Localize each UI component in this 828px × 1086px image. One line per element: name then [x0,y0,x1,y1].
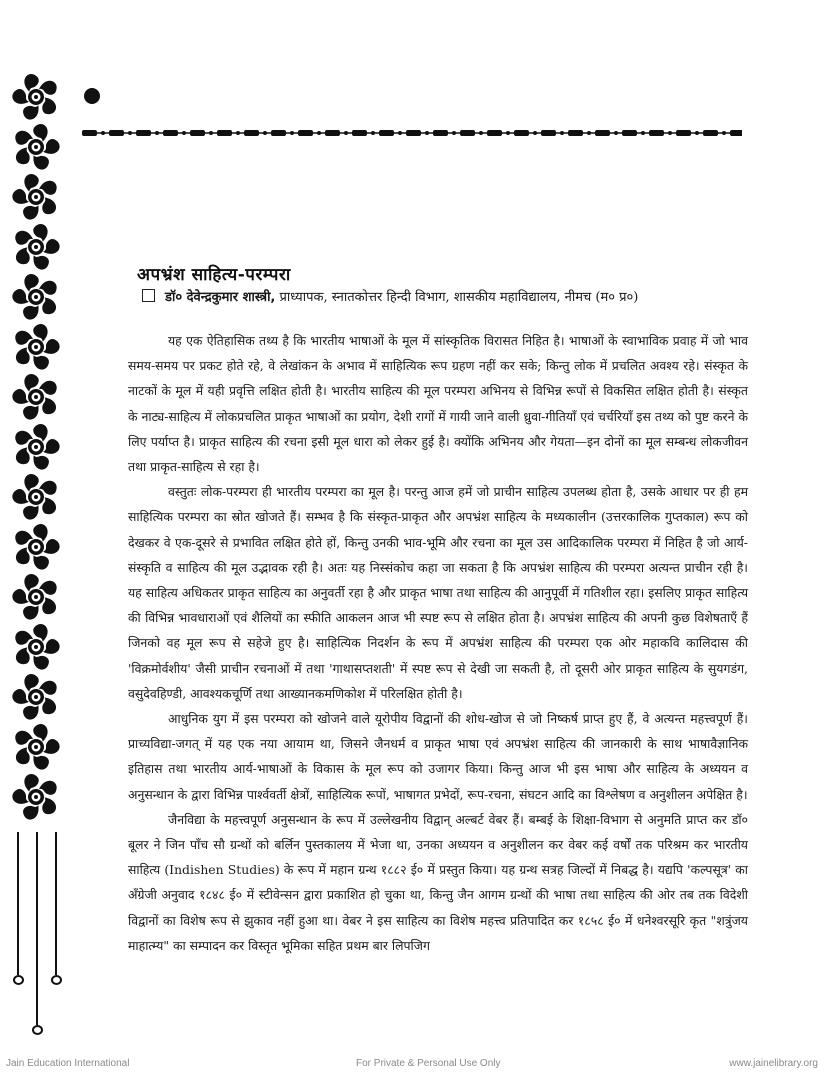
paisley-ornament-icon [8,371,64,423]
bullet-dot-icon [84,88,100,104]
chain-rule-divider [82,129,742,137]
author-affiliation: प्राध्यापक, स्नातकोत्तर हिन्दी विभाग, शासकीय महाविद्यालय, नीमच (म० प्र०) [279,290,639,305]
paisley-ornament-icon [8,121,64,173]
paisley-ornament-icon [8,721,64,773]
paisley-ornament-icon [8,421,64,473]
ring-terminal-icon [32,1025,43,1035]
paragraph: वस्तुतः लोक-परम्परा ही भारतीय परम्परा का मूल है। परन्तु आज हमें जो प्राचीन साहित्य उपलब्ध होता है, उसके आधार पर ही हम साहित्यिक परम्परा का स्रोत खोजते हैं। सम्भव है कि संस्कृत-प्राकृत और अपभ्रंश साहित्य के मध्यकालीन (उत्तरकालिक गुप्तकाल) रूप को देखकर वे एक-दूसरे से प्रभावित लक्षित होते हों, किन्तु उनकी भाव-भूमि और रचना का मूल उस आदिकालिक परम्परा में निहित है जो आर्य-संस्कृति व साहित्य की मूल उद्भावक रही है। अतः यह निस्संकोच कहा जा सकता है कि अपभ्रंश साहित्य की परम्परा अत्यन्त प्राचीन रही है। यह साहित्य अधिकतर प्राकृत साहित्य का अनुवर्ती रहा है और प्राकृत भाषा तथा साहित्य की आनुपूर्वी में गतिशील रहा। इसलिए प्राकृत साहित्य की विभिन्न भावधाराओं एवं शैलियों का स्फीति आकलन आज भी स्पष्ट रूप से लक्षित होता है। अपभ्रंश साहित्य की अपनी कुछ विशेषताएँ हैं जिनको वह मूल रूप से सहेजे हुए है। साहित्यिक निदर्शन के रूप में अपभ्रंश साहित्य की परम्परा एक ओर महाकवि कालिदास की 'विक्रमोर्वशीय' जैसी प्राचीन रचनाओं में तथा 'गाथासप्तशती' में स्पष्ट रूप से देखी जा सकती है, तो दूसरी ओर प्राकृत साहित्य के सुयगडंग, वसुदेवहिण्डी, आवश्यकचूर्णि तथा आख्यानकमणिकोश में परिलक्षित होती है। [128,484,749,701]
paisley-ornament-icon [8,521,64,573]
paisley-ornament-icon [8,771,64,823]
ring-terminal-icon [51,975,62,985]
paisley-ornament-icon [8,171,64,223]
paisley-ornament-icon [8,571,64,623]
paisley-ornament-icon [8,321,64,373]
square-outline-icon [142,289,155,302]
paragraph: यह एक ऐतिहासिक तथ्य है कि भारतीय भाषाओं के मूल में सांस्कृतिक विरासत निहित है। भाषाओं के स्वाभाविक प्रवाह में जो भाव समय-समय पर प्रकट होते रहे, वे लेखांकन के अभाव में साहित्यिक रूप ग्रहण नहीं कर सके; किन्तु लोक में प्रचलित अवश्य रहे। संस्कृत के नाटकों के मूल में यही प्रवृत्ति लक्षित होती है। भारतीय साहित्य की मूल परम्परा अभिनय से विभिन्न रूपों से विकसित लक्षित होती है। संस्कृत के नाट्य-साहित्य में लोकप्रचलित प्राकृत भाषाओं का प्रयोग, देशी रागों में गायी जाने वाली ध्रुवा-गीतियाँ एवं चर्चरियाँ इस तथ्य को पुष्ट करने के लिए पर्याप्त है। प्राकृत साहित्य की रचना इसी मूल धारा को लेकर हुई है। क्योंकि अभिनय और गेयता—इन दोनों का मूल सम्बन्ध लोकजीवन तथा प्राकृत-साहित्य से रहा है। [128,333,748,475]
footer-usage-note: For Private & Personal Use Only [356,1058,501,1069]
border-tail-line [55,832,57,975]
decorative-left-border [0,0,75,1086]
paisley-ornament-icon [8,621,64,673]
paisley-ornament-icon [8,71,64,123]
author-byline [142,287,638,305]
border-tail-line [17,832,19,975]
article-body [128,328,748,958]
paisley-ornament-icon [8,221,64,273]
border-tail-line [36,832,38,1025]
article-title: अपभ्रंश साहित्य-परम्परा [137,265,291,285]
paisley-ornament-icon [8,671,64,723]
footer-publisher: Jain Education International [6,1058,130,1069]
author-name: डॉ० देवेन्द्रकुमार शास्त्री, [165,290,276,305]
footer-website-link[interactable]: www.jainelibrary.org [729,1058,818,1069]
ring-terminal-icon [13,975,24,985]
paisley-ornament-icon [8,471,64,523]
paragraph: आधुनिक युग में इस परम्परा को खोजने वाले यूरोपीय विद्वानों की शोध-खोज से जो निष्कर्ष प्राप्त हुए हैं, वे अत्यन्त महत्त्वपूर्ण हैं। प्राच्यविद्या-जगत् में यह एक नया आयाम था, जिसने जैनधर्म व प्राकृत भाषा एवं अपभ्रंश साहित्य की जानकारी के साथ भाषावैज्ञानिक इतिहास तथा भारतीय आर्य-भाषाओं के विकास के मूल रूप को उजागर किया। किन्तु आज भी इस भाषा और साहित्य के अध्ययन व अनुसन्धान के द्वारा विभिन्न पार्श्ववर्ती क्षेत्रों, साहित्यिक रूपों, भाषागत प्रभेदों, रूप-रचना, संघटन आदि का विश्लेषण व अनुशीलन अपेक्षित है। [128,711,748,802]
paisley-ornament-icon [8,271,64,323]
paragraph: जैनविद्या के महत्त्वपूर्ण अनुसन्धान के रूप में उल्लेखनीय विद्वान् अल्बर्ट वेबर हैं। बम्बई के शिक्षा-विभाग से अनुमति प्राप्त कर डॉ० बूलर ने जिन पाँच सौ ग्रन्थों को बर्लिन पुस्तकालय में भेजा था, उनका अध्ययन व अनुशीलन कर वेबर कई वर्षों तक परिश्रम कर भारतीय साहित्य (Indishen Studies) के रूप में महान ग्रन्थ १८८२ ई० में प्रस्तुत किया। यह ग्रन्थ सत्रह जिल्दों में निबद्ध है। यद्यपि 'कल्पसूत्र' का अँग्रेजी अनुवाद १८४८ ई० में स्टीवेन्सन द्वारा प्रकाशित हो चुका था, किन्तु जैन आगम ग्रन्थों की भाषा तथा साहित्य की ओर तब तक विदेशी विद्वानों का विशेष रूप से झुकाव नहीं हुआ था। वेबर ने इस साहित्य का विशेष महत्त्व प्रतिपादित कर १८५८ ई० में धनेश्वरसूरि कृत "शत्रुंजय माहात्म्य" का सम्पादन कर विस्तृत भूमिका सहित प्रथम बार लिपजिग [128,811,748,953]
